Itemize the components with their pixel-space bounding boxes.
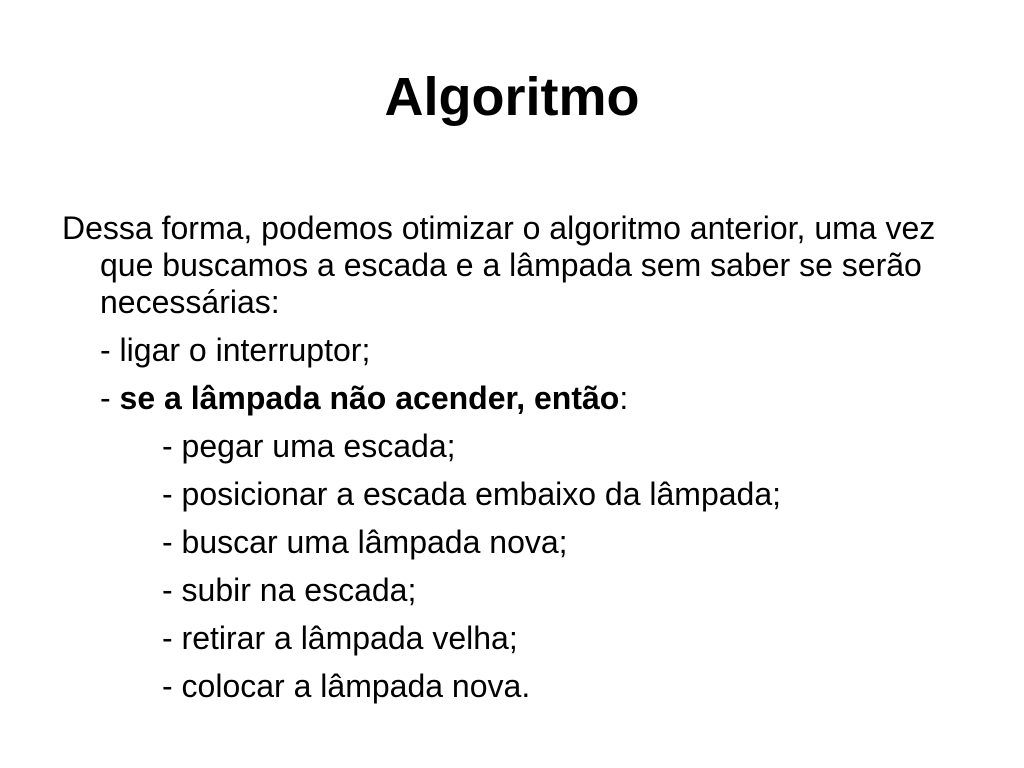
- intro-paragraph: Dessa forma, podemos otimizar o algoritmo anterior, uma vez que buscamos a escada e a lâmpada sem saber se serão necessárias:: [62, 210, 936, 320]
- substep-item: - colocar a lâmpada nova.: [162, 668, 531, 704]
- conditional-step-condition: se a lâmpada não acender, então: [119, 380, 620, 416]
- substep-item: - retirar a lâmpada velha;: [162, 620, 518, 656]
- slide-body: [62, 210, 962, 705]
- step-item: - ligar o interruptor;: [100, 332, 371, 368]
- conditional-step-prefix: -: [100, 380, 120, 416]
- substep-item: - posicionar a escada embaixo da lâmpada;: [162, 476, 782, 512]
- substep-item: - pegar uma escada;: [162, 428, 456, 464]
- substep-item: - buscar uma lâmpada nova;: [162, 524, 568, 560]
- slide-title: Algoritmo: [384, 67, 640, 127]
- substep-item: - subir na escada;: [162, 572, 417, 608]
- conditional-step-suffix: :: [619, 380, 629, 416]
- conditional-step: [100, 380, 962, 417]
